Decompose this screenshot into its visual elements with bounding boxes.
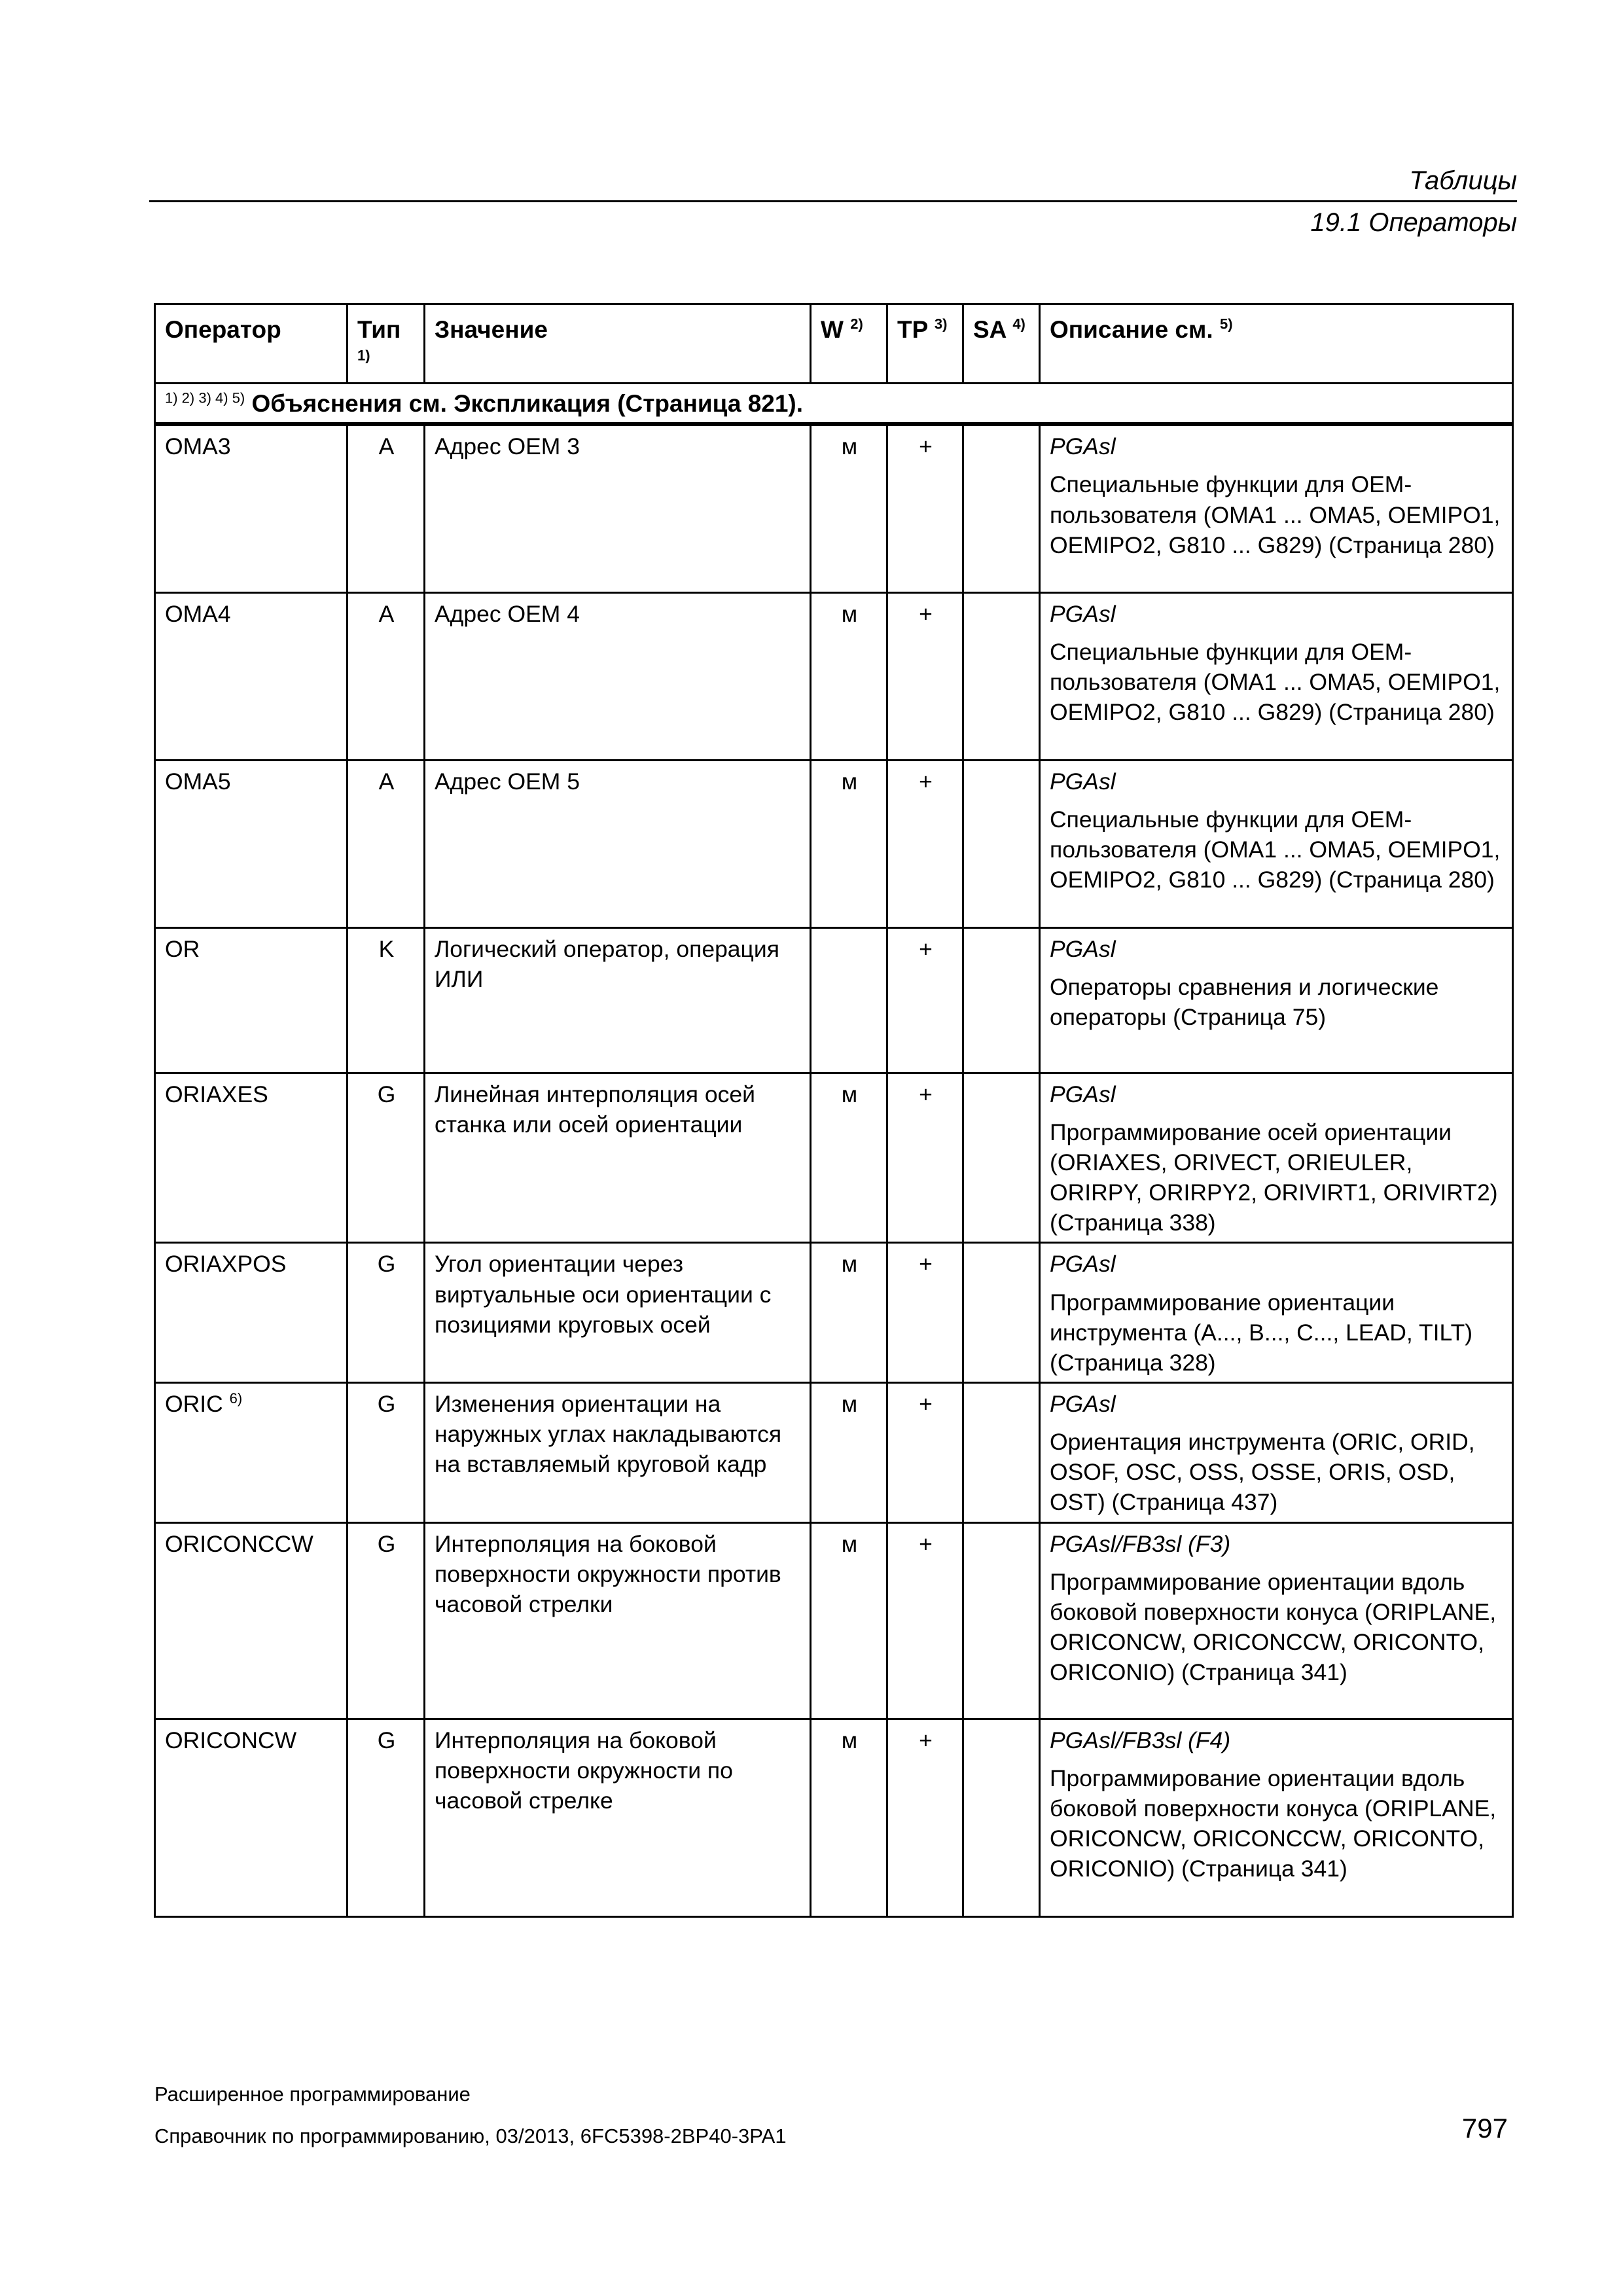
description-text: Программирование ориентации инструмента (A..., B..., C..., LEAD, TILT) (Страница 328)	[1050, 1289, 1473, 1376]
cell-operator: OMA5	[155, 760, 348, 927]
cell-type: G	[348, 1383, 425, 1523]
header-title: Таблицы	[1409, 166, 1517, 195]
footer-manual-info: Справочник по программированию, 03/2013, 6FC5398-2BP40-3PA1	[154, 2125, 787, 2147]
description-text: Операторы сравнения и логические операторы (Страница 75)	[1050, 973, 1439, 1031]
cell-sa	[963, 1243, 1040, 1383]
col-header-type: Тип $^{1)}$	[348, 304, 425, 384]
cell-type: A	[348, 424, 425, 592]
doc-reference: PGAsl	[1050, 1391, 1116, 1418]
cell-sa	[963, 424, 1040, 592]
table-note-row	[155, 384, 1513, 425]
table-note: $^{1) 2) 3) 4) 5)}$ Объяснения см. Экспликация (Страница 821).	[155, 384, 1513, 425]
cell-type: G	[348, 1522, 425, 1719]
doc-reference: PGAsl	[1050, 1081, 1116, 1107]
header-subtitle: 19.1 Операторы	[1310, 208, 1517, 237]
doc-reference: PGAsl	[1050, 600, 1116, 627]
description-text: Специальные функции для OEM-пользователя (OMA1 ... OMA5, OEMIPO1, OEMIPO2, G810 ... G829) (Страница 280)	[1050, 638, 1501, 726]
table-row	[155, 1719, 1513, 1916]
page-number: 797	[1461, 2113, 1508, 2144]
cell-w: м	[811, 1522, 887, 1719]
cell-description	[1040, 1522, 1513, 1719]
cell-tp: +	[887, 1073, 963, 1243]
cell-operator: OMA3	[155, 424, 348, 592]
cell-type: A	[348, 592, 425, 760]
cell-sa	[963, 1719, 1040, 1916]
cell-meaning: Адрес OEM 5	[425, 760, 811, 927]
cell-meaning: Изменения ориентации на наружных углах накладываются на вставляемый круговой кадр	[425, 1383, 811, 1523]
cell-tp: +	[887, 927, 963, 1073]
cell-description	[1040, 1719, 1513, 1916]
doc-reference: PGAsl	[1050, 1251, 1116, 1278]
table-row	[155, 1073, 1513, 1243]
footer-book-title: Расширенное программирование	[154, 2083, 471, 2106]
cell-w: м	[811, 1383, 887, 1523]
table-row	[155, 927, 1513, 1073]
cell-description	[1040, 424, 1513, 592]
col-header-operator: Оператор	[155, 304, 348, 384]
doc-reference: PGAsl	[1050, 935, 1116, 962]
cell-sa	[963, 592, 1040, 760]
cell-operator: ORICONCW	[155, 1719, 348, 1916]
cell-w: м	[811, 1719, 887, 1916]
cell-meaning: Адрес OEM 4	[425, 592, 811, 760]
cell-tp: +	[887, 1522, 963, 1719]
cell-type: G	[348, 1243, 425, 1383]
cell-tp: +	[887, 1719, 963, 1916]
description-text: Специальные функции для OEM-пользователя (OMA1 ... OMA5, OEMIPO1, OEMIPO2, G810 ... G829) (Страница 280)	[1050, 806, 1501, 893]
description-text: Специальные функции для OEM-пользователя (OMA1 ... OMA5, OEMIPO1, OEMIPO2, G810 ... G829) (Страница 280)	[1050, 471, 1501, 558]
cell-operator: ORIC $^{6)}$	[155, 1383, 348, 1523]
cell-description	[1040, 927, 1513, 1073]
table-row	[155, 1522, 1513, 1719]
doc-reference: PGAsl	[1050, 433, 1116, 460]
cell-meaning: Интерполяция на боковой поверхности окружности против часовой стрелки	[425, 1522, 811, 1719]
cell-operator: ORIAXES	[155, 1073, 348, 1243]
table-row	[155, 760, 1513, 927]
cell-operator: ORICONCCW	[155, 1522, 348, 1719]
cell-tp: +	[887, 760, 963, 927]
description-text: Программирование ориентации вдоль боковой поверхности конуса (ORIPLANE, ORICONCW, ORICONCCW, ORICONTO, ORICONIO) (Страница 341)	[1050, 1765, 1497, 1882]
cell-description	[1040, 592, 1513, 760]
doc-reference: PGAsl/FB3sl (F4)	[1050, 1727, 1231, 1753]
table-row	[155, 1243, 1513, 1383]
table-header-row	[155, 304, 1513, 384]
cell-meaning: Интерполяция на боковой поверхности окружности по часовой стрелке	[425, 1719, 811, 1916]
cell-description	[1040, 1243, 1513, 1383]
cell-sa	[963, 760, 1040, 927]
table-row	[155, 592, 1513, 760]
cell-operator: OR	[155, 927, 348, 1073]
cell-w: м	[811, 1073, 887, 1243]
cell-operator: ORIAXPOS	[155, 1243, 348, 1383]
col-header-tp: TP $^{3)}$	[887, 304, 963, 384]
cell-type: G	[348, 1719, 425, 1916]
table-row	[155, 1383, 1513, 1523]
cell-operator: OMA4	[155, 592, 348, 760]
cell-tp: +	[887, 1383, 963, 1523]
cell-description	[1040, 760, 1513, 927]
cell-sa	[963, 927, 1040, 1073]
description-text: Ориентация инструмента (ORIC, ORID, OSOF, OSC, OSS, OSSE, ORIS, OSD, OST) (Страница 437)	[1050, 1429, 1475, 1516]
cell-tp: +	[887, 1243, 963, 1383]
header-rule	[149, 200, 1517, 202]
doc-reference: PGAsl/FB3sl (F3)	[1050, 1530, 1231, 1557]
cell-meaning: Логический оператор, операция ИЛИ	[425, 927, 811, 1073]
operators-table	[154, 303, 1514, 1918]
cell-tp: +	[887, 424, 963, 592]
description-text: Программирование осей ориентации (ORIAXES, ORIVECT, ORIEULER, ORIRPY, ORIRPY2, ORIVIRT1, ORIVIRT2) (Страница 338)	[1050, 1119, 1498, 1236]
cell-type: A	[348, 760, 425, 927]
cell-sa	[963, 1383, 1040, 1523]
col-header-meaning: Значение	[425, 304, 811, 384]
col-header-sa: SA $^{4)}$	[963, 304, 1040, 384]
cell-sa	[963, 1073, 1040, 1243]
cell-sa	[963, 1522, 1040, 1719]
cell-w: м	[811, 1243, 887, 1383]
cell-tp: +	[887, 592, 963, 760]
cell-w: м	[811, 760, 887, 927]
cell-meaning: Угол ориентации через виртуальные оси ориентации с позициями круговых осей	[425, 1243, 811, 1383]
cell-type: K	[348, 927, 425, 1073]
doc-reference: PGAsl	[1050, 768, 1116, 795]
cell-w: м	[811, 592, 887, 760]
cell-description	[1040, 1073, 1513, 1243]
col-header-w: W $^{2)}$	[811, 304, 887, 384]
cell-w	[811, 927, 887, 1073]
cell-meaning: Адрес OEM 3	[425, 424, 811, 592]
cell-w: м	[811, 424, 887, 592]
description-text: Программирование ориентации вдоль боковой поверхности конуса (ORIPLANE, ORICONCW, ORICONCCW, ORICONTO, ORICONIO) (Страница 341)	[1050, 1568, 1497, 1686]
col-header-description: Описание см. $^{5)}$	[1040, 304, 1513, 384]
cell-meaning: Линейная интерполяция осей станка или осей ориентации	[425, 1073, 811, 1243]
table-row	[155, 424, 1513, 592]
cell-type: G	[348, 1073, 425, 1243]
cell-description	[1040, 1383, 1513, 1523]
